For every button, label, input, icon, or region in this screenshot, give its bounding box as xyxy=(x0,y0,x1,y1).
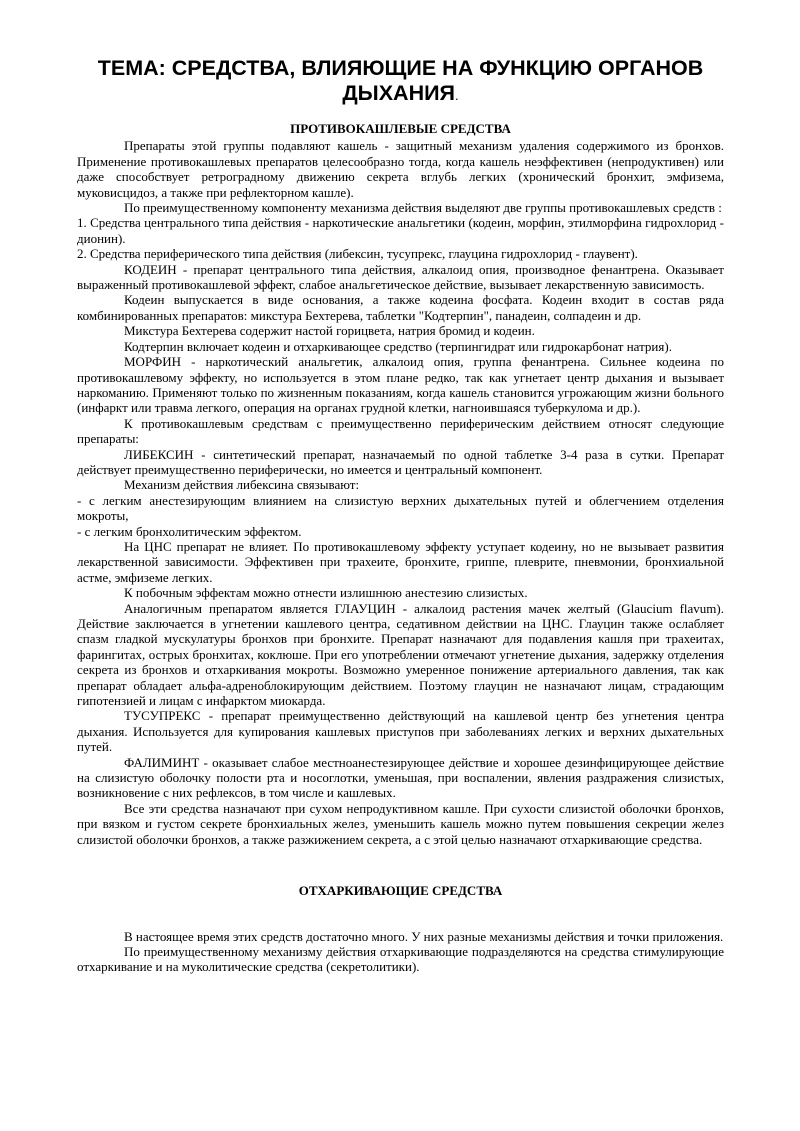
paragraph: Микстура Бехтерева содержит настой горицвета, натрия бромид и кодеин. xyxy=(124,323,535,339)
paragraph: - с легким анестезирующим влиянием на слизистую верхних дыхательных путей и облегчением отделения мокроты, xyxy=(77,492,724,524)
paragraph: Все эти средства назначают при сухом непродуктивном кашле. При сухости слизистой оболочки бронхов, при вязком и густом секрете бронхиальных желез, уменьшить кашель можно путем повышения секреции желез слизистой оболочки бронхов, а также разжижением секрета, а с этой целью назначают отхаркивающие средства. xyxy=(77,800,724,847)
paragraph: КОДЕИН - препарат центрального типа действия, алкалоид опия, производное фенантрена. Оказывает выраженный противокашлевой эффект, слабое анальгетическое действие, вызывает лекарственную зависимость. xyxy=(77,261,724,293)
paragraph: На ЦНС препарат не влияет. По противокашлевому эффекту уступает кодеину, но не вызывает развития лекарственной зависимости. Эффективен при трахеите, бронхите, гриппе, плеврите, пневмонии, бронхиальной астме, эмфиземе легких. xyxy=(77,538,724,585)
paragraph: В настоящее время этих средств достаточно много. У них разные механизмы действия и точки приложения. xyxy=(124,928,724,944)
paragraph: К побочным эффектам можно отнести излишнюю анестезию слизистых. xyxy=(124,585,528,601)
paragraph: ФАЛИМИНТ - оказывает слабое местноанестезирующее действие и хорошее дезинфицирующее действие на слизистую оболочку полости рта и носоглотки, уменьшая, при воспалении, явления раздражения слизистых, возникновение с них рефлексов, в том числе и кашлевых. xyxy=(77,754,724,801)
paragraph: Механизм действия либексина связывают: xyxy=(124,477,360,493)
paragraph: По преимущественному компоненту механизма действия выделяют две группы противокашлевых средств : xyxy=(124,200,722,216)
section-body-expectorant xyxy=(77,929,724,975)
paragraph: По преимущественному механизму действия отхаркивающие подразделяются на средства стимулирующие отхаркивание и на муколитические средства (секретолитики). xyxy=(77,943,724,975)
paragraph: ЛИБЕКСИН - синтетический препарат, назначаемый по одной таблетке 3-4 раза в сутки. Препарат действует преимущественно периферически, но имеется и центральный компонент. xyxy=(77,446,724,477)
page-title-text: ТЕМА: СРЕДСТВА, ВЛИЯЮЩИЕ НА ФУНКЦИЮ ОРГАНОВ ДЫХАНИЯ xyxy=(97,56,704,105)
paragraph: Препараты этой группы подавляют кашель - защитный механизм удаления содержимого из бронхов. Применение противокашлевых препаратов целесообразно тогда, когда кашель неэффективен (непродуктивен) или даже способствует ретроградному движению секрета вглубь легких (хронический бронхит, эмфизема, муковисцидоз, а также при рефлекторном кашле). xyxy=(77,138,724,200)
paragraph: 2. Средства периферического типа действия (либексин, тусупрекс, глауцина гидрохлорид - глаувент). xyxy=(77,246,638,262)
paragraph: - с легким бронхолитическим эффектом. xyxy=(77,523,302,539)
paragraph: Кодтерпин включает кодеин и отхаркивающее средство (терпингидрат или гидрокарбонат натрия). xyxy=(124,338,672,354)
page-title xyxy=(77,56,724,108)
section-body-antitussive xyxy=(77,138,724,847)
paragraph: МОРФИН - наркотический анальгетик, алкалоид опия, группа фенантрена. Сильнее кодеина по противокашлевому эффекту, но используется в этом плане редко, так как угнетает центр дыхания и вызывает наркоманию. Применяют только по жизненным показаниям, когда кашель становится угрожающим жизни больного (инфаркт или травма легкого, операция на органах грудной клетки, нагноившаяся туберкулома и др.). xyxy=(77,354,724,416)
paragraph: К противокашлевым средствам с преимущественно периферическим действием относят следующие препараты: xyxy=(77,415,724,447)
paragraph: Кодеин выпускается в виде основания, а также кодеина фосфата. Кодеин входит в состав ряда комбинированных препаратов: микстура Бехтерева, таблетки "Кодтерпин", панадеин, солпадеин и др. xyxy=(77,292,724,323)
page-title-suffix: . xyxy=(455,88,459,103)
section-heading-antitussive: ПРОТИВОКАШЛЕВЫЕ СРЕДСТВА xyxy=(290,121,511,136)
paragraph: 1. Средства центрального типа действия - наркотические анальгетики (кодеин, морфин, этилморфина гидрохлорид - дионин). xyxy=(77,215,724,246)
section-heading-expectorant: ОТХАРКИВАЮЩИЕ СРЕДСТВА xyxy=(298,883,503,899)
paragraph: ТУСУПРЕКС - препарат преимущественно действующий на кашлевой центр без угнетения центра дыхания. Используется для купирования кашлевых приступов при заболеваниях легких и верхних дыхательных путей. xyxy=(77,708,724,755)
paragraph: Аналогичным препаратом является ГЛАУЦИН - алкалоид растения мачек желтый (Glaucium flavum). Действие заключается в угнетении кашлевого центра, седативном действии на ЦНС. Глауцин также ослабляет спазм гладкой мускулатуры бронхов при бронхите. Препарат назначают для подавления кашля при трахеитах, фарингитах, острых бронхитах, коклюше. При его употреблении отмечают угнетение дыхания, задержку отделения секрета из бронхов и отхаркивания мокроты. Возможно умеренное понижение артериального давления, так как препарат обладает альфа-адреноблокирующим действием. Поэтому глауцин не назначают лицам, страдающим гипотензией и лицам с инфарктом миокарда. xyxy=(77,600,724,709)
